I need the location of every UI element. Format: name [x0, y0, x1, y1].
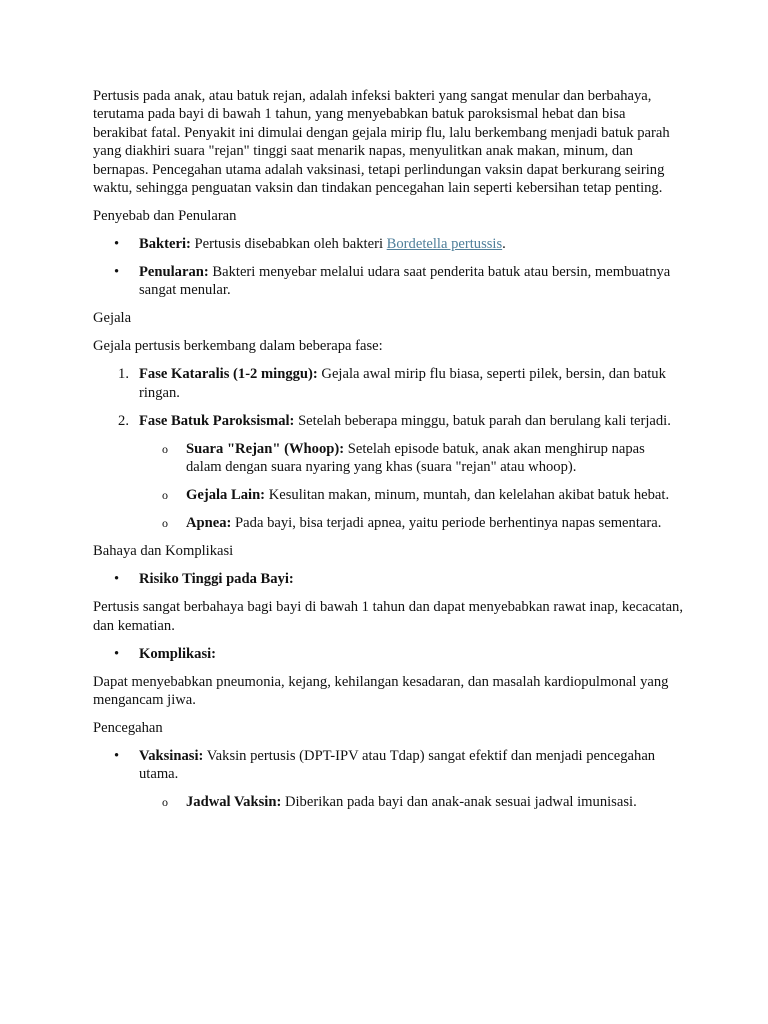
gejala-intro: Gejala pertusis berkembang dalam beberapa fase:	[93, 338, 383, 355]
bullet-marker: •	[114, 264, 120, 281]
bullet-marker: •	[114, 236, 120, 253]
item-text: Diberikan pada bayi dan anak-anak sesuai jadwal imunisasi.	[281, 794, 637, 811]
list-item-penularan	[93, 263, 683, 300]
heading-pencegahan: Pencegahan	[93, 720, 163, 737]
sub-item-rejan	[93, 440, 683, 477]
item-label: Fase Batuk Paroksismal:	[139, 412, 295, 429]
bullet-marker: •	[114, 571, 120, 588]
item-text: Setelah beberapa minggu, batuk parah dan berulang kali terjadi.	[294, 412, 671, 429]
numbered-item-kataralis	[93, 365, 683, 402]
item-text-end: .	[502, 236, 506, 253]
intro-paragraph: Pertusis pada anak, atau batuk rejan, adalah infeksi bakteri yang sangat menular dan berbahaya, terutama pada bayi di bawah 1 tahun, yang menyebabkan batuk paroksismal hebat dan bisa berakibat fatal. Penyakit ini dimulai dengan gejala mirip flu, lalu berkembang menjadi batuk parah yang diakhiri suara "rejan" tinggi saat menarik napas, menyulitkan anak makan, minum, dan bernapas. Pencegahan utama adalah vaksinasi, tetapi perlindungan vaksin dapat berkurang seiring waktu, sehingga penguatan vaksin dan tindakan pencegahan lain seperti kebersihan tetap penting.	[93, 88, 670, 197]
list-item-risiko	[93, 570, 683, 588]
document-body	[93, 87, 683, 821]
heading-penyebab: Penyebab dan Penularan	[93, 208, 237, 225]
sub-bullet-marker: o	[162, 488, 168, 503]
sub-item-apnea	[93, 514, 683, 532]
item-text: Kesulitan makan, minum, muntah, dan kelelahan akibat batuk hebat.	[265, 487, 670, 504]
item-text: Bakteri menyebar melalui udara saat penderita batuk atau bersin, membuatnya sangat menular.	[139, 264, 671, 299]
bullet-marker: •	[114, 748, 120, 765]
heading-bahaya: Bahaya dan Komplikasi	[93, 543, 234, 560]
item-text: Vaksin pertusis (DPT-IPV atau Tdap) sangat efektif dan menjadi pencegahan utama.	[139, 748, 656, 783]
sub-bullet-marker: o	[162, 441, 168, 456]
item-label: Penularan:	[139, 264, 209, 281]
list-item-vaksinasi	[93, 747, 683, 784]
item-label: Komplikasi:	[139, 645, 217, 662]
list-item-bakteri	[93, 235, 683, 253]
item-label: Gejala Lain:	[186, 487, 266, 504]
item-label: Fase Kataralis (1-2 minggu):	[139, 366, 318, 383]
sub-item-jadwal	[93, 793, 683, 811]
numbered-item-paroksismal	[93, 412, 683, 430]
item-number: 2.	[118, 412, 129, 429]
komplikasi-paragraph: Dapat menyebabkan pneumonia, kejang, kehilangan kesadaran, dan masalah kardiopulmonal yang mengancam jiwa.	[93, 673, 669, 709]
item-number: 1.	[118, 366, 129, 383]
item-text: Setelah episode batuk, anak akan menghirup napas dalam dengan suara nyaring yang khas (suara "rejan" atau whoop).	[186, 440, 645, 476]
item-label: Bakteri:	[139, 236, 191, 253]
item-label: Vaksinasi:	[139, 748, 204, 765]
item-label: Suara "Rejan" (Whoop):	[186, 440, 345, 457]
item-text: Pada bayi, bisa terjadi apnea, yaitu periode berhentinya napas sementara.	[231, 515, 662, 532]
sub-bullet-marker: o	[162, 795, 168, 810]
item-text: Gejala awal mirip flu biasa, seperti pilek, bersin, dan batuk ringan.	[139, 366, 666, 401]
item-label: Apnea:	[186, 515, 232, 532]
risiko-paragraph: Pertusis sangat berbahaya bagi bayi di bawah 1 tahun dan dapat menyebabkan rawat inap, kecacatan, dan kematian.	[93, 599, 684, 634]
list-item-komplikasi	[93, 645, 683, 663]
item-text: Pertusis disebabkan oleh bakteri	[190, 236, 387, 253]
bordetella-link[interactable]: Bordetella pertussis	[386, 236, 503, 253]
item-label: Jadwal Vaksin:	[186, 794, 282, 811]
bullet-marker: •	[114, 645, 120, 662]
item-label: Risiko Tinggi pada Bayi:	[139, 571, 294, 588]
sub-item-gejala-lain	[93, 486, 683, 504]
sub-bullet-marker: o	[162, 516, 168, 531]
heading-gejala: Gejala	[93, 310, 132, 327]
